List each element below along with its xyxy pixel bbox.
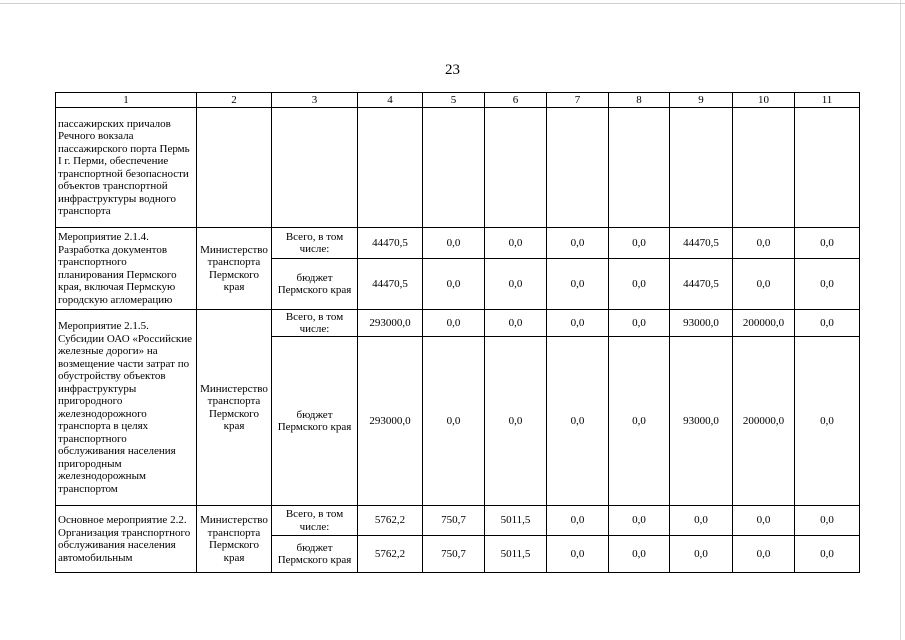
table-row: [56, 108, 860, 228]
empty-cell: [609, 108, 670, 228]
column-number: 10: [733, 93, 795, 108]
value-cell: 0,0: [795, 228, 860, 259]
funding-source: бюджет Пермского края: [272, 259, 358, 310]
column-number: 7: [547, 93, 609, 108]
value-cell: 0,0: [795, 259, 860, 310]
value-cell: 0,0: [795, 536, 860, 573]
column-number: 9: [670, 93, 733, 108]
value-cell: 0,0: [423, 259, 485, 310]
empty-cell: [670, 108, 733, 228]
value-cell: 0,0: [547, 228, 609, 259]
value-cell: 0,0: [423, 228, 485, 259]
page-number: 23: [445, 62, 460, 78]
value-cell: 93000,0: [670, 310, 733, 337]
value-cell: 0,0: [485, 228, 547, 259]
value-cell: 0,0: [485, 259, 547, 310]
column-number: 1: [56, 93, 197, 108]
executor: Министерство транспорта Пермского края: [197, 506, 272, 573]
empty-cell: [485, 108, 547, 228]
value-cell: 0,0: [733, 536, 795, 573]
value-cell: 200000,0: [733, 337, 795, 506]
value-cell: 200000,0: [733, 310, 795, 337]
scan-right-edge: [900, 0, 901, 640]
value-cell: 44470,5: [358, 228, 423, 259]
value-cell: 0,0: [609, 310, 670, 337]
value-cell: 5011,5: [485, 506, 547, 536]
measure-name: Мероприятие 2.1.5. Субсидии ОАО «Российские железные дороги» на возмещение части затрат по обустройству объектов инфраструктуры пригородного железнодорожного транспорта в целях транспортного обслуживания населения пригородным железнодорожным транспортом: [56, 310, 197, 506]
funding-source: бюджет Пермского края: [272, 536, 358, 573]
empty-cell: [197, 108, 272, 228]
value-cell: 0,0: [795, 506, 860, 536]
value-cell: 44470,5: [670, 228, 733, 259]
value-cell: 293000,0: [358, 310, 423, 337]
scan-top-edge: [0, 3, 905, 4]
value-cell: 0,0: [609, 337, 670, 506]
value-cell: 93000,0: [670, 337, 733, 506]
column-number: 8: [609, 93, 670, 108]
column-number: 11: [795, 93, 860, 108]
value-cell: 0,0: [485, 310, 547, 337]
value-cell: 0,0: [547, 310, 609, 337]
value-cell: 0,0: [733, 228, 795, 259]
column-number: 4: [358, 93, 423, 108]
measure-name: пассажирских причалов Речного вокзала пассажирского порта Пермь I г. Перми, обеспечение транспортной безопасности объектов транспортной инфраструктуры водного транспорта: [56, 108, 197, 228]
value-cell: 0,0: [423, 310, 485, 337]
executor: Министерство транспорта Пермского края: [197, 228, 272, 310]
empty-cell: [795, 108, 860, 228]
funding-source: Всего, в том числе:: [272, 310, 358, 337]
value-cell: 0,0: [733, 506, 795, 536]
value-cell: 0,0: [670, 506, 733, 536]
value-cell: 0,0: [609, 536, 670, 573]
column-number: 2: [197, 93, 272, 108]
value-cell: 750,7: [423, 536, 485, 573]
value-cell: 5762,2: [358, 536, 423, 573]
executor: Министерство транспорта Пермского края: [197, 310, 272, 506]
value-cell: 0,0: [609, 228, 670, 259]
value-cell: 0,0: [609, 259, 670, 310]
column-number: 6: [485, 93, 547, 108]
funding-source: Всего, в том числе:: [272, 506, 358, 536]
value-cell: 44470,5: [670, 259, 733, 310]
empty-cell: [547, 108, 609, 228]
column-number-row: [56, 93, 860, 108]
value-cell: 0,0: [547, 536, 609, 573]
empty-cell: [272, 108, 358, 228]
value-cell: 5762,2: [358, 506, 423, 536]
value-cell: 0,0: [670, 536, 733, 573]
value-cell: 0,0: [795, 310, 860, 337]
value-cell: 0,0: [547, 506, 609, 536]
value-cell: 0,0: [485, 337, 547, 506]
table-row: [56, 506, 860, 536]
value-cell: 0,0: [547, 337, 609, 506]
column-number: 5: [423, 93, 485, 108]
value-cell: 0,0: [609, 506, 670, 536]
column-number: 3: [272, 93, 358, 108]
table-row: [56, 310, 860, 337]
value-cell: 0,0: [547, 259, 609, 310]
value-cell: 293000,0: [358, 337, 423, 506]
measure-name: Мероприятие 2.1.4. Разработка документов транспортного планирования Пермского края, включая Пермскую городскую агломерацию: [56, 228, 197, 310]
measure-name: Основное мероприятие 2.2. Организация транспортного обслуживания населения автомобильным: [56, 506, 197, 573]
funding-source: Всего, в том числе:: [272, 228, 358, 259]
empty-cell: [423, 108, 485, 228]
funding-source: бюджет Пермского края: [272, 337, 358, 506]
program-table: [55, 92, 860, 573]
value-cell: 0,0: [733, 259, 795, 310]
value-cell: 5011,5: [485, 536, 547, 573]
empty-cell: [733, 108, 795, 228]
value-cell: 44470,5: [358, 259, 423, 310]
table-row: [56, 228, 860, 259]
value-cell: 0,0: [423, 337, 485, 506]
value-cell: 750,7: [423, 506, 485, 536]
value-cell: 0,0: [795, 337, 860, 506]
empty-cell: [358, 108, 423, 228]
